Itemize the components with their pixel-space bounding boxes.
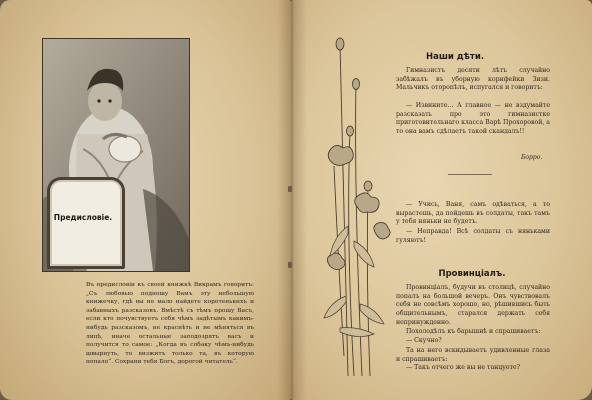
poppy-illustration bbox=[320, 36, 398, 386]
dialogue-paragraph-2: — Неправда! Всѣ солдаты съ няньками гуляютъ! bbox=[396, 228, 550, 244]
story1-paragraph-2: — Извините... А главное — не вздумайте разсказать про это гимназистке приготовительнаго класса Варѣ Прохоровой, а то она вамъ сдѣлаетъ такой скандалъ!! bbox=[396, 102, 550, 136]
photo-plate bbox=[42, 38, 190, 272]
left-page bbox=[0, 0, 291, 400]
story2-paragraph-2: Похолодѣлъ къ барышнѣ и спрашиваетъ: bbox=[406, 328, 541, 335]
binding-hole bbox=[288, 262, 292, 268]
story2-paragraph-3: — Скучно? bbox=[406, 337, 442, 344]
story2-paragraph-5: — Такъ отчего же вы не танцуете? bbox=[406, 364, 520, 371]
story2-paragraph-4: Та на него вскидываетъ удивленные глаза и спрашиваетъ: bbox=[396, 347, 550, 363]
story1-paragraph-1: Гимназистъ десяти лѣтъ случайно забѣжалъ въ уборную корифейки Зизи. Мальчикъ оторопѣлъ, испугался и говоритъ: bbox=[396, 67, 550, 92]
story2-paragraph-1: Провинціалъ, будучи въ столицѣ, случайно попалъ на большой вечеръ. Онъ чувствовалъ себя не совсѣмъ хорошо, но, рѣшившись быть общительнымъ, старался держать себя непринужденно. bbox=[396, 284, 550, 326]
preface-text: Въ предисловіи къ своей книжкѣ Викрамъ говоритъ: „Съ любовью подношу Вамъ эту небольшую книжечку, гдѣ вы не мало найдете коротенькихъ и забавныхъ разсказовъ. Вмѣстѣ съ тѣмъ прошу Васъ, если кто почувствуетъ себя чѣмъ задѣтымъ какимъ-нибудь разсказомъ, не краснѣть и не мѣняться въ лицѣ, иначе остальные заподозрятъ васъ и получится то самое: „Когда въ собаку чѣмъ-нибудь швырнуть, то визжитъ только та, въ которую попало“. Сохрани тебя Богъ, дорогой читатель“. bbox=[86, 282, 254, 366]
story-title-nashi-deti: Наши дѣти. bbox=[425, 52, 485, 62]
story1-signature: Борро. bbox=[521, 154, 543, 161]
book-gutter bbox=[277, 0, 307, 400]
caption-text: Предисловіе. bbox=[53, 213, 113, 222]
binding-hole bbox=[288, 186, 292, 192]
dialogue-paragraph-1: — Учись, Ваня, самъ одѣваться, а то вырастешь, да пойдешь въ солдаты, такъ тамъ у тебя няньки не будетъ. bbox=[396, 201, 550, 226]
story-title-provintsial: Провинціалъ. bbox=[438, 269, 506, 279]
section-divider bbox=[448, 174, 492, 175]
caption-frame bbox=[47, 177, 125, 269]
